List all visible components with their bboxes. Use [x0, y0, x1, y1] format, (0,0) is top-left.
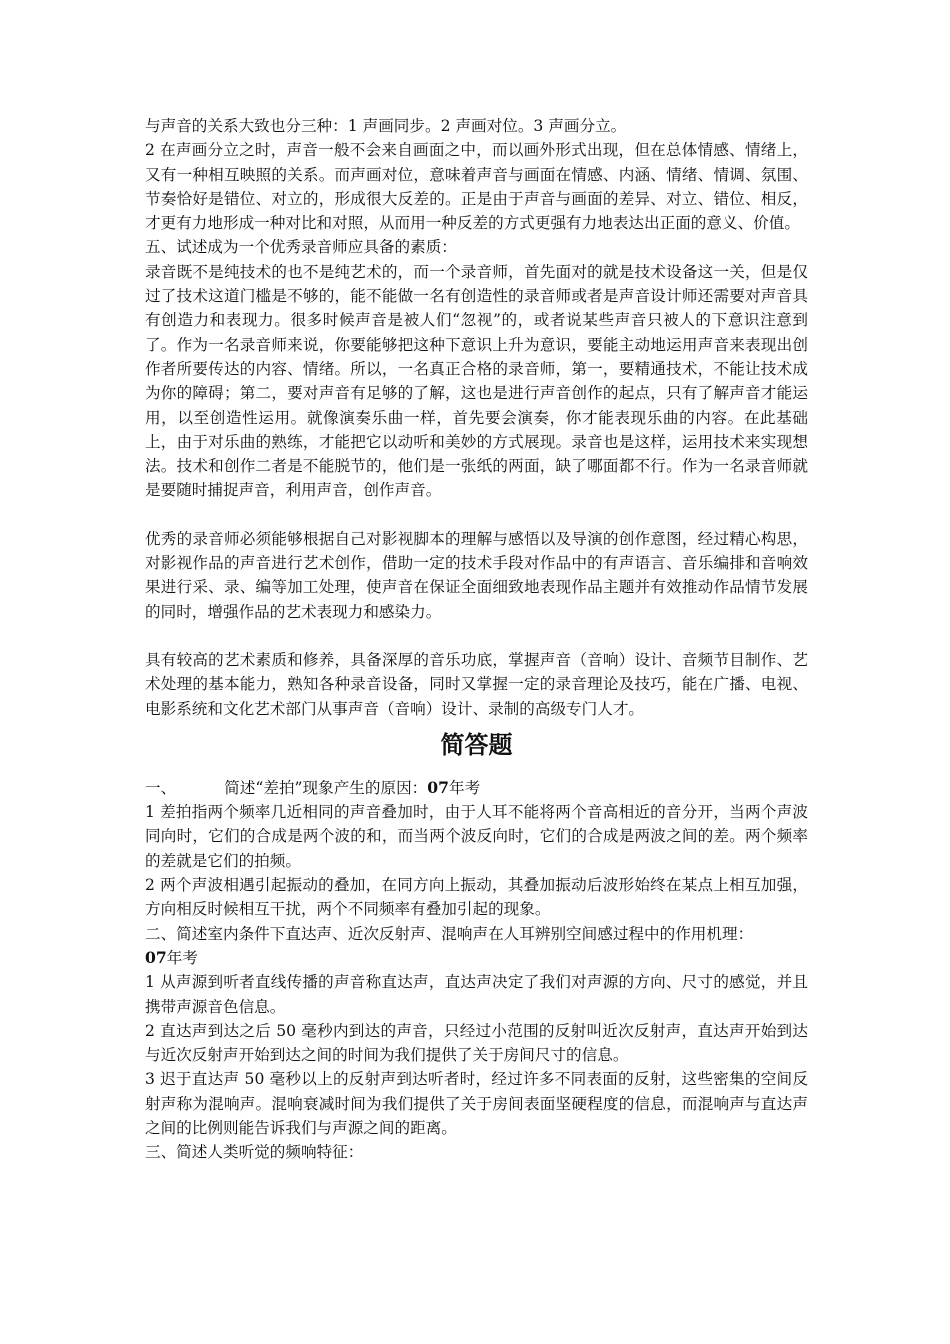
question-two: [145, 922, 808, 971]
question-one-year: 07: [427, 777, 449, 797]
section-title: 简答题: [440, 729, 513, 759]
answer-beat-definition: 1 差拍指两个频率几近相同的声音叠加时，由于人耳不能将两个音高相近的音分开，当两个声波同向时，它们的合成是两个波的和，而当两个波反向时，它们的合成是两波之间的差。两个频率的差就是它们的拍频。: [145, 803, 808, 870]
question-three: 三、简述人类听觉的频响特征：: [145, 1143, 364, 1162]
blank-line: [145, 624, 808, 648]
blank-line: [145, 503, 808, 527]
answer-beat-superposition: 2 两个声波相遇引起振动的叠加，在同方向上振动，其叠加振动后波形始终在某点上相互加强，方向相反时候相互干扰，两个不同频率有叠加引起的现象。: [145, 876, 808, 919]
answer-early-reflections: 2 直达声到达之后 50 毫秒内到达的声音，只经过小范围的反射叫近次反射声，直达声开始到达与近次反射声开始到达之间的时间为我们提供了关于房间尺寸的信息。: [145, 1021, 808, 1065]
question-one-text: 简述“差拍”现象产生的原因：: [224, 778, 428, 797]
paragraph-engineer-qualities: 录音既不是纯技术的也不是纯艺术的，而一个录音师，首先面对的就是技术设备这一关，但是仅过了技术这道门槛是不够的，能不能做一名有创造性的录音师或者是声音设计师还需要对声音具有创造力和表现力。很多时候声音是被人们“忽视”的，或者说某些声音只被人的下意识注意到了。作为一名录音师来说，你要能够把这种下意识上升为意识，要能主动地运用声音来表现出创作者所要传达的内容、情绪。所以，一名真正合格的录音师，第一，要精通技术，不能让技术成为你的障碍；第二，要对声音有足够的了解，这也是进行声音创作的起点，只有了解声音才能运用，以至创造性运用。就像演奏乐曲一样，首先要会演奏，你才能表现乐曲的内容。在此基础上，由于对乐曲的熟练，才能把它以动听和美妙的方式展现。录音也是这样，运用技术来实现想法。技术和创作二者是不能脱节的，他们是一张纸的两面，缺了哪面都不行。作为一名录音师就是要随时捕捉声音，利用声音，创作声音。: [145, 262, 808, 500]
question-one: [145, 776, 808, 800]
question-one-number: 一、: [145, 778, 177, 797]
paragraph-sound-picture-relations: 与声音的关系大致也分三种：1 声画同步。2 声画对位。3 声画分立。: [145, 117, 627, 135]
answer-reverberation: 3 迟于直达声 50 毫秒以上的反射声到达听者时，经过许多不同表面的反射，这些密集的空间反射声称为混响声。混响衰减时间为我们提供了关于房间表面坚硬程度的信息，而混响声与直达声之间的比例则能告诉我们与声源之间的距离。: [145, 1070, 808, 1137]
question-two-year: 07: [145, 947, 167, 967]
paragraph-picture-split: 2 在声画分立之时，声音一般不会来自画面之中，而以画外形式出现，但在总体情感、情绪上，又有一种相互映照的关系。而声画对位，意味着声音与画面在情感、内涵、情绪、情调、氛围、节奏恰好是错位、对立的，形成很大反差的。正是由于声音与画面的差异、对立、错位、相反，才更有力地形成一种对比和对照，从而用一种反差的方式更强有力地表达出正面的意义、价值。: [145, 141, 808, 233]
question-one-year-suffix: 年考: [448, 778, 481, 797]
question-two-year-suffix: 年考: [166, 948, 198, 967]
answer-direct-sound: 1 从声源到听者直线传播的声音称直达声，直达声决定了我们对声源的方向、尺寸的感觉，并且携带声源音色信息。: [145, 973, 808, 1016]
section-five-heading: 五、试述成为一个优秀录音师应具备的素质：: [145, 238, 457, 257]
paragraph-excellent-engineer: 优秀的录音师必须能够根据自己对影视脚本的理解与感悟以及导演的创作意图，经过精心构思，对影视作品的声音进行艺术创作，借助一定的技术手段对作品中的有声语言、音乐编排和音响效果进行采、录、编等加工处理，使声音在保证全面细致地表现作品主题并有效推动作品情节发展的同时，增强作品的艺术表现力和感染力。: [145, 529, 808, 621]
paragraph-professional-talent: 具有较高的艺术素质和修养，具备深厚的音乐功底，掌握声音（音响）设计、音频节目制作、艺术处理的基本能力，熟知各种录音设备，同时又掌握一定的录音理论及技巧，能在广播、电视、电影系统和文化艺术部门从事声音（音响）设计、录制的高级专门人才。: [145, 650, 808, 718]
question-two-text: 二、简述室内条件下直达声、近次反射声、混响声在人耳辨别空间感过程中的作用机理：: [145, 924, 754, 943]
